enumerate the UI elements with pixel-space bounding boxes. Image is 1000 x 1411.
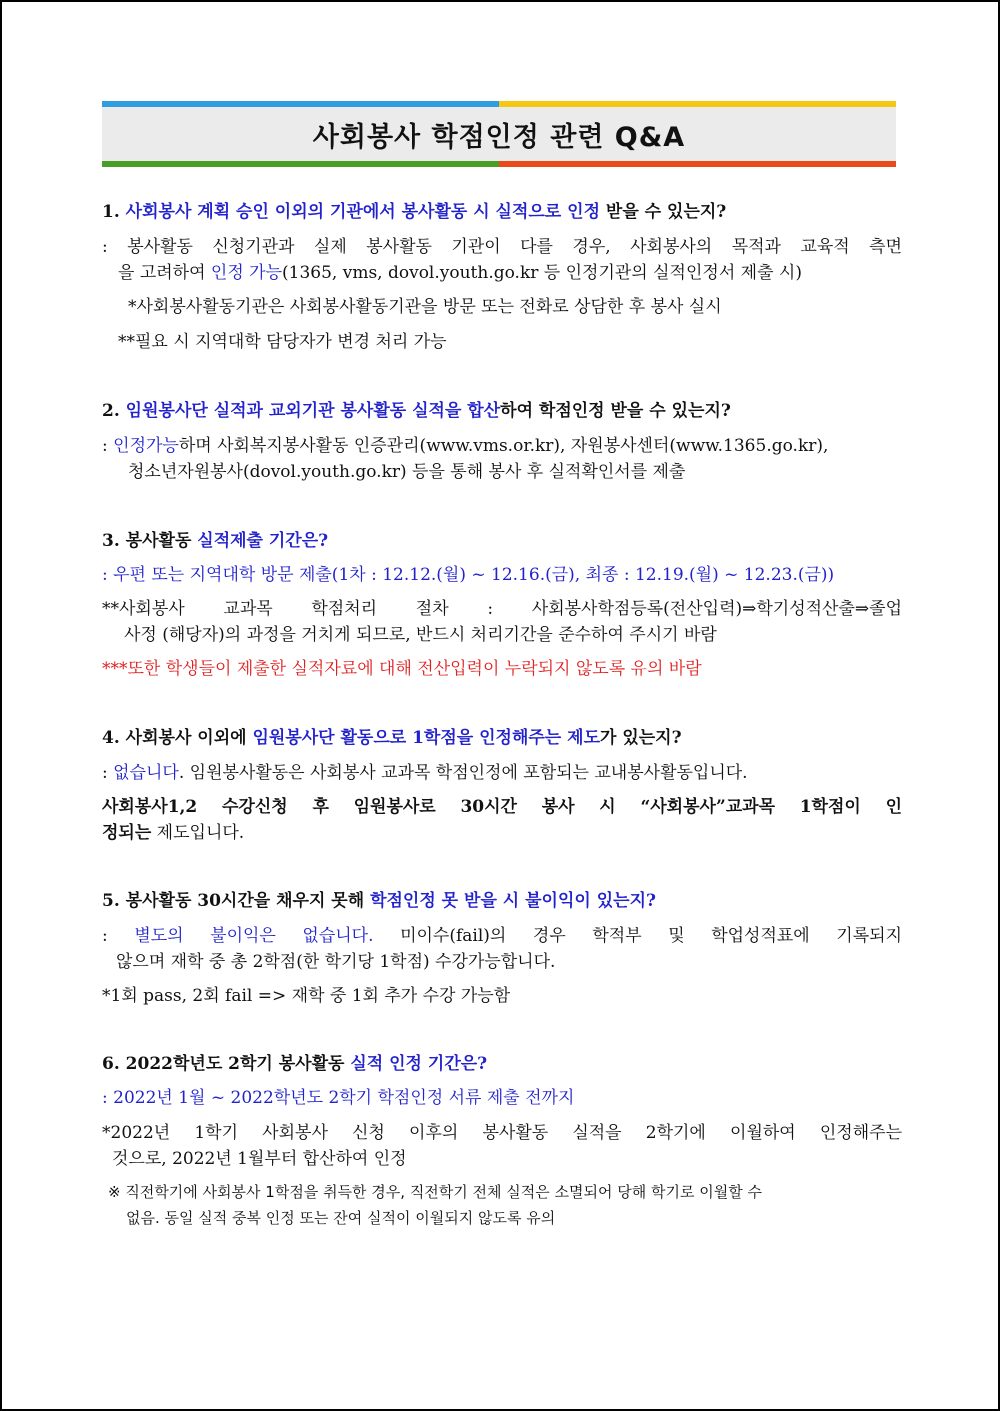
answer-4-tail: 제도입니다. bbox=[151, 823, 245, 843]
question-5 bbox=[102, 888, 902, 914]
answer-1-detail: (1365, vms, dovol.youth.go.kr 등 인정기관의 실적인정서 제출 시) bbox=[282, 263, 802, 283]
answer-2-prefix: : bbox=[102, 436, 114, 456]
answer-2-line-1 bbox=[102, 433, 902, 459]
question-4-number: 4. bbox=[102, 728, 126, 748]
answer-5-prefix: : bbox=[102, 926, 135, 946]
note-1-1: *사회봉사활동기관은 사회봉사활동기관을 방문 또는 전화로 상담한 후 봉사 실시 bbox=[128, 297, 722, 317]
question-2-number: 2. bbox=[102, 401, 126, 421]
question-6-lead: 2022학년도 2학기 봉사활동 bbox=[125, 1054, 351, 1074]
question-4-lead: 사회봉사 이외에 bbox=[125, 728, 253, 748]
answer-5-line-2: 않으며 재학 중 총 2학점(한 학기당 1학점) 수강가능합니다. bbox=[116, 952, 556, 972]
answer-1-highlight: 인정 가능 bbox=[210, 263, 283, 283]
title-banner bbox=[102, 101, 896, 167]
answer-3-line-1: : 우편 또는 지역대학 방문 제출(1차 : 12.12.(월) ~ 12.16.(금), 최종 : 12.19.(월) ~ 12.23.(금)) bbox=[102, 565, 835, 585]
answer-2-detail: 하며 사회복지봉사활동 인증관리(www.vms.or.kr), 자원봉사센터(www.1365.go.kr), bbox=[178, 436, 829, 456]
question-4-tail: 가 있는지? bbox=[600, 728, 682, 748]
answer-1-prefix: 을 고려하여 bbox=[118, 263, 211, 283]
banner-body bbox=[102, 107, 896, 161]
question-2 bbox=[102, 398, 902, 424]
question-3-highlight: 실적제출 기간은? bbox=[197, 531, 329, 551]
question-1 bbox=[102, 199, 902, 225]
answer-5-highlight: 별도의 불이익은 없습니다. bbox=[134, 926, 374, 946]
question-2-tail: 하여 학점인정 받을 수 있는지? bbox=[500, 401, 731, 421]
banner-bar-red bbox=[499, 161, 896, 167]
question-1-highlight: 사회봉사 계획 승인 이외의 기관에서 봉사활동 시 실적으로 인정 bbox=[125, 202, 600, 222]
answer-4-line-2: 사회봉사1,2 수강신청 후 임원봉사로 30시간 봉사 시 “사회봉사”교과목 1학점이 인 bbox=[102, 797, 902, 817]
answer-4-line-3 bbox=[102, 820, 902, 846]
answer-4-prefix: : bbox=[102, 763, 114, 783]
answer-4-highlight: 없습니다 bbox=[113, 763, 179, 783]
answer-2-highlight: 인정가능 bbox=[113, 436, 179, 456]
answer-2-line-2: 청소년자원봉사(dovol.youth.go.kr) 등을 통해 봉사 후 실적확인서를 제출 bbox=[128, 462, 686, 482]
question-3 bbox=[102, 528, 902, 554]
question-2-highlight: 임원봉사단 실적과 교외기관 봉사활동 실적을 합산 bbox=[125, 401, 501, 421]
banner-bar-green bbox=[102, 161, 499, 167]
note-3-2: 사정 (해당자)의 과정을 거치게 되므로, 반드시 처리기간을 준수하여 주시기 바람 bbox=[124, 625, 717, 645]
question-5-lead: 봉사활동 30시간을 채우지 못해 bbox=[125, 891, 371, 911]
answer-1-line-1: : 봉사활동 신청기관과 실제 봉사활동 기관이 다를 경우, 사회봉사의 목적과 교육적 측면 bbox=[102, 237, 902, 257]
question-1-tail: 받을 수 있는지? bbox=[600, 202, 727, 222]
answer-4-line-1 bbox=[102, 760, 902, 786]
answer-1-line-2 bbox=[118, 260, 902, 286]
note-1-2: **필요 시 지역대학 담당자가 변경 처리 가능 bbox=[118, 332, 447, 352]
question-3-lead: 봉사활동 bbox=[125, 531, 198, 551]
question-3-number: 3. bbox=[102, 531, 126, 551]
note-5-1: *1회 pass, 2회 fail => 재학 중 1회 추가 수강 가능함 bbox=[102, 986, 511, 1006]
question-6-highlight: 실적 인정 기간은? bbox=[350, 1054, 488, 1074]
note-6-2: 것으로, 2022년 1월부터 합산하여 인정 bbox=[112, 1149, 407, 1169]
note-6-3: ※ 직전학기에 사회봉사 1학점을 취득한 경우, 직전학기 전체 실적은 소멸되어 당해 학기로 이월할 수 bbox=[108, 1183, 762, 1201]
question-5-highlight: 학점인정 못 받을 시 불이익이 있는지? bbox=[370, 891, 656, 911]
page-title: 사회봉사 학점인정 관련 Q&A bbox=[312, 121, 686, 153]
question-5-number: 5. bbox=[102, 891, 126, 911]
question-6-number: 6. bbox=[102, 1054, 126, 1074]
answer-4-detail: . 임원봉사활동은 사회봉사 교과목 학점인정에 포함되는 교내봉사활동입니다. bbox=[178, 763, 748, 783]
note-6-1: *2022년 1학기 사회봉사 신청 이후의 봉사활동 실적을 2학기에 이월하여 인정해주는 bbox=[102, 1123, 902, 1143]
answer-5-detail: 미이수(fail)의 경우 학적부 및 학업성적표에 기록되지 bbox=[373, 926, 902, 946]
question-4 bbox=[102, 725, 902, 751]
answer-5-line-1 bbox=[102, 923, 902, 949]
note-6-4: 없음. 동일 실적 중복 인정 또는 잔여 실적이 이월되지 않도록 유의 bbox=[126, 1209, 556, 1227]
note-3-3: ***또한 학생들이 제출한 실적자료에 대해 전산입력이 누락되지 않도록 유의 바람 bbox=[102, 659, 702, 679]
question-6 bbox=[102, 1051, 902, 1077]
answer-6-line-1: : 2022년 1월 ~ 2022학년도 2학기 학점인정 서류 제출 전까지 bbox=[102, 1088, 575, 1108]
question-1-number: 1. bbox=[102, 202, 126, 222]
question-4-highlight: 임원봉사단 활동으로 1학점을 인정해주는 제도 bbox=[252, 728, 600, 748]
answer-4-bold: 정되는 bbox=[102, 823, 152, 843]
note-3-1: **사회봉사 교과목 학점처리 절차 : 사회봉사학점등록(전산입력)⇒학기성적산출⇒졸업 bbox=[102, 599, 902, 619]
